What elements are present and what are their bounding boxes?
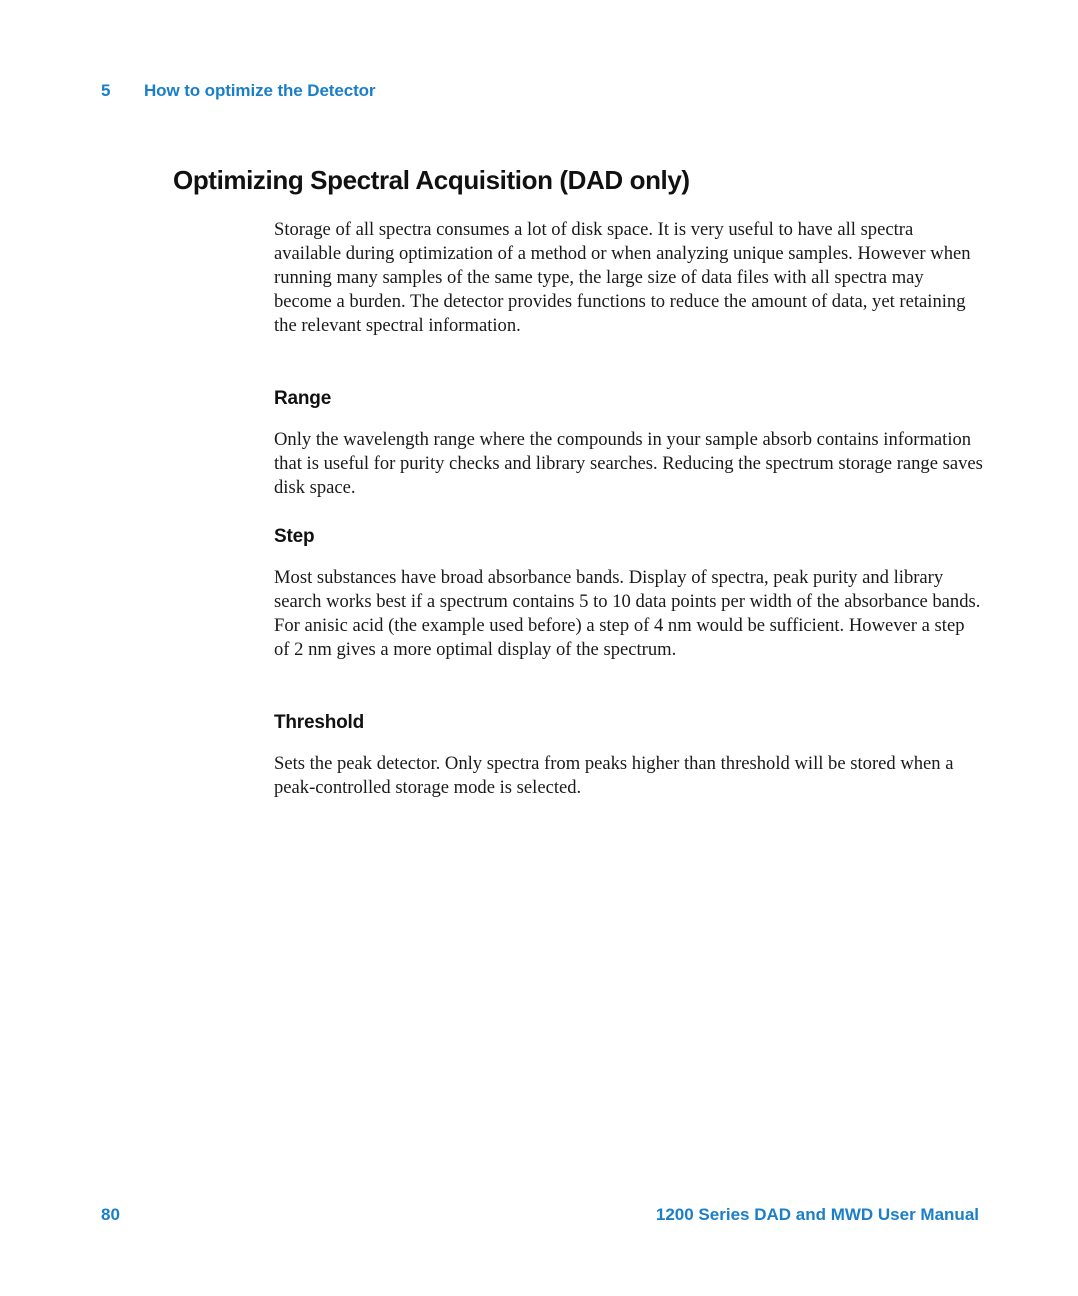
section-title: Optimizing Spectral Acquisition (DAD only) <box>173 165 690 195</box>
threshold-paragraph: Sets the peak detector. Only spectra from peaks higher than threshold will be stored when a peak-controlled storage mode is selected. <box>274 753 954 798</box>
intro-paragraph: Storage of all spectra consumes a lot of disk space. It is very useful to have all spectra available during optimization of a method or when analyzing unique samples. However when running many samples of the same type, the large size of data files with all spectra may become a burden. The detector provides functions to reduce the amount of data, yet retaining the relevant spectral information. <box>274 219 971 336</box>
step-heading: Step <box>274 526 315 547</box>
page-number: 80 <box>101 1205 120 1224</box>
range-paragraph: Only the wavelength range where the compounds in your sample absorb contains information that is useful for purity checks and library searches. Reducing the spectrum storage range saves disk space. <box>274 429 983 498</box>
chapter-number: 5 <box>101 81 111 100</box>
running-header <box>101 81 375 101</box>
manual-title: 1200 Series DAD and MWD User Manual <box>655 1205 979 1224</box>
step-paragraph: Most substances have broad absorbance bands. Display of spectra, peak purity and library search works best if a spectrum contains 5 to 10 data points per width of the absorbance bands. For anisic acid (the example used before) a step of 4 nm would be sufficient. However a step of 2 nm gives a more optimal display of the spectrum. <box>274 567 981 660</box>
range-heading: Range <box>274 388 332 409</box>
chapter-title: How to optimize the Detector <box>144 81 376 100</box>
threshold-heading: Threshold <box>274 712 365 733</box>
